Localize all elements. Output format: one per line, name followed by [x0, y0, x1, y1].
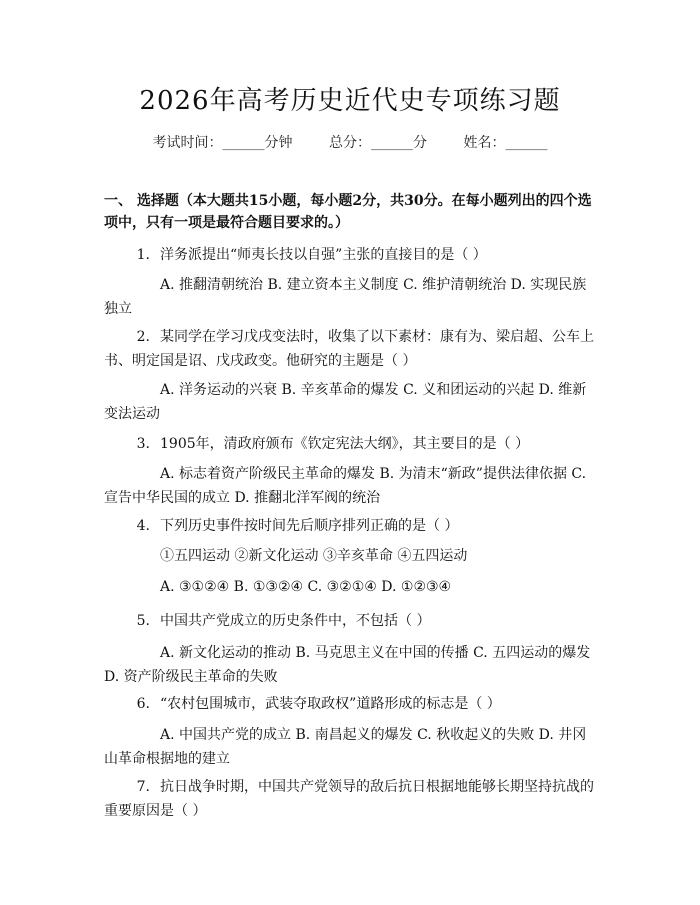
student-name: 姓名：______: [463, 135, 548, 151]
question-stem: “农村包围城市，武装夺取政权”道路形成的标志是（ ）: [160, 696, 501, 712]
question-2: [104, 325, 600, 373]
exam-score: 总分：______分: [329, 135, 427, 151]
question-stem: 下列历史事件按时间先后顺序排列正确的是（ ）: [160, 518, 459, 534]
question-stem: 抗日战争时期，中国共产党领导的敌后抗日根据地能够长期坚持抗战的重要原因是（ ）: [104, 779, 594, 819]
question-number: 4.: [136, 518, 150, 534]
exam-meta: [0, 132, 700, 152]
question-3: [104, 432, 600, 456]
question-number: 7.: [136, 779, 150, 795]
section-heading: 一、 选择题（本大题共15小题，每小题2分，共30分。在每小题列出的四个选项中，只有一项是最符合题目要求的。）: [104, 193, 592, 231]
question-7: [104, 775, 600, 823]
question-5-options: A. 新文化运动的推动 B. 马克思主义在中国的传播 C. 五四运动的爆发 D. 资产阶级民主革命的失败: [104, 645, 591, 685]
page-title: 2026年高考历史近代史专项练习题: [139, 86, 561, 116]
question-4-items: ①五四运动 ②新文化运动 ③辛亥革命 ④五四运动: [160, 548, 468, 564]
question-4-options: A. ③①②④ B. ①③②④ C. ③②①④ D. ①②③④: [160, 579, 452, 595]
question-3-options: A. 标志着资产阶级民主革命的爆发 B. 为清末“新政”提供法律依据 C. 宣告中华民国的成立 D. 推翻北洋军阀的统治: [104, 466, 587, 506]
question-4: [104, 514, 600, 538]
exam-time: 考试时间：______分钟: [152, 135, 293, 151]
question-1-options: A. 推翻清朝统治 B. 建立资本主义制度 C. 维护清朝统治 D. 实现民族独立: [104, 277, 587, 317]
question-5: [104, 609, 600, 633]
question-stem: 中国共产党成立的历史条件中，不包括（ ）: [160, 613, 431, 629]
question-6: [104, 692, 600, 716]
question-6-options: A. 中国共产党的成立 B. 南昌起义的爆发 C. 秋收起义的失败 D. 井冈山革命根据地的建立: [104, 727, 587, 767]
question-stem: 某同学在学习戊戌变法时，收集了以下素材：康有为、梁启超、公车上书、明定国是诏、戊戌政变。他研究的主题是（ ）: [104, 329, 594, 369]
question-number: 1.: [136, 247, 150, 263]
question-stem: 1905年，清政府颁布《钦定宪法大纲》，其主要目的是（ ）: [160, 436, 530, 452]
question-number: 2.: [136, 329, 150, 345]
question-1: [104, 243, 600, 267]
question-number: 6.: [136, 696, 150, 712]
question-number: 3.: [136, 436, 150, 452]
question-stem: 洋务派提出“师夷长技以自强”主张的直接目的是（ ）: [160, 247, 487, 263]
question-2-options: A. 洋务运动的兴衰 B. 辛亥革命的爆发 C. 义和团运动的兴起 D. 维新变法运动: [104, 382, 587, 422]
question-number: 5.: [136, 613, 150, 629]
